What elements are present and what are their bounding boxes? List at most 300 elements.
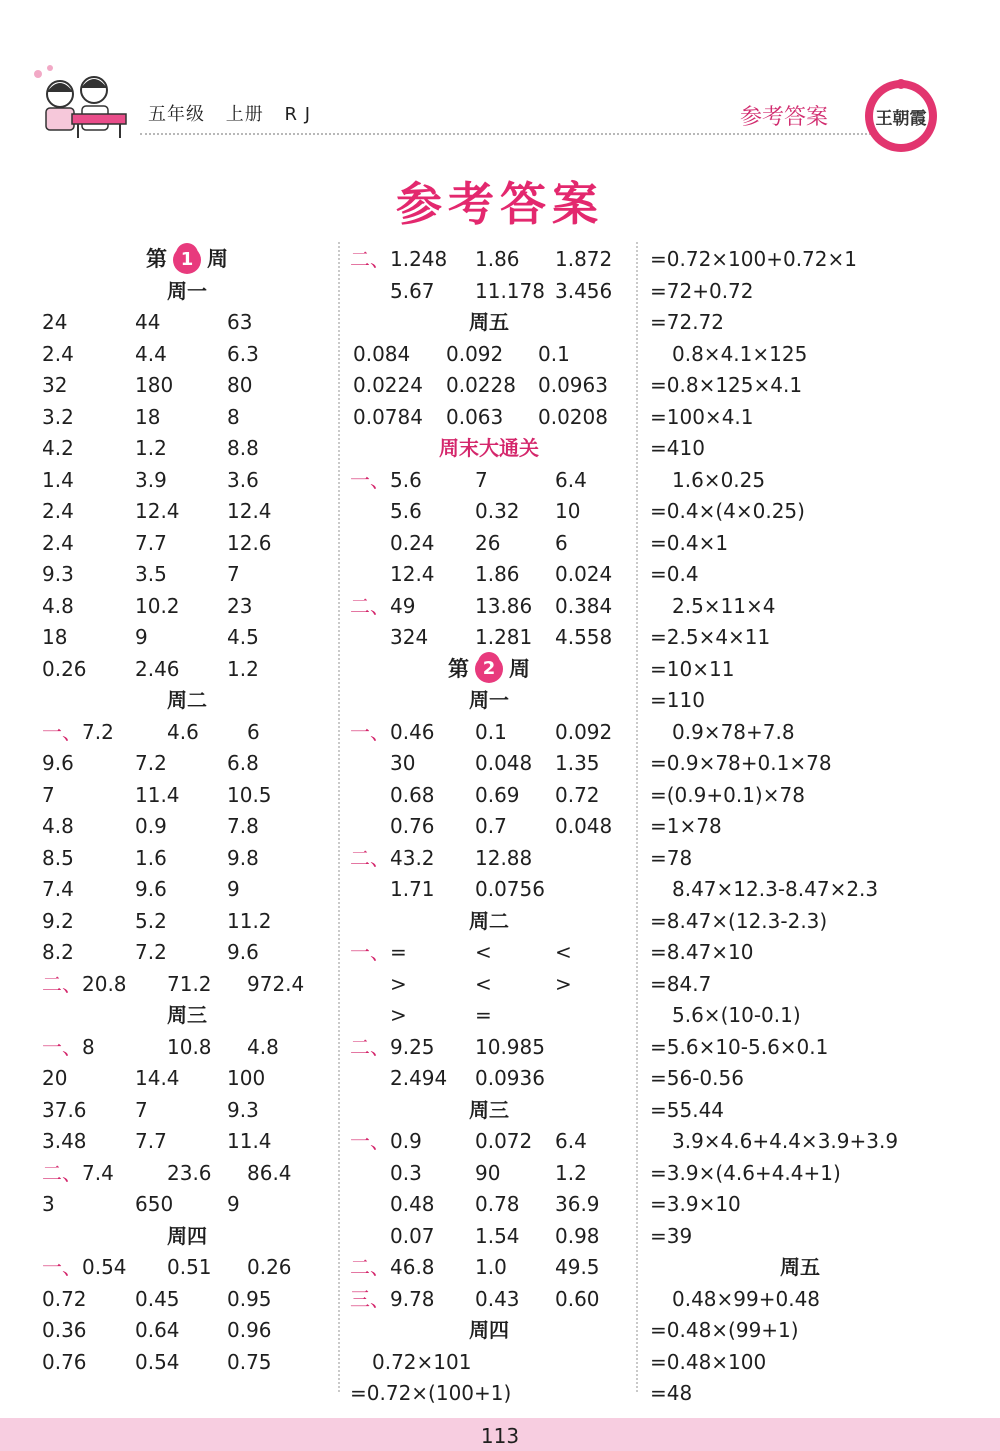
answer-value: 5.6 (390, 467, 422, 492)
answer-value: 24 (42, 310, 68, 334)
answer-value: 0.26 (247, 1255, 292, 1279)
answer-row (350, 1000, 628, 1032)
expression-text: =410 (650, 436, 705, 460)
section-heading: 周五 (780, 1255, 820, 1279)
answer-value: 0.78 (475, 1192, 520, 1216)
week-heading (350, 654, 628, 686)
expression-line (650, 339, 950, 371)
answer-value: 10.8 (167, 1034, 212, 1059)
expression-line (650, 1063, 950, 1095)
answer-value: 9.3 (227, 1097, 259, 1122)
answer-value: 0.54 (135, 1349, 180, 1374)
answer-value: 0.0756 (475, 877, 545, 901)
answer-value: 10.985 (475, 1034, 545, 1059)
answer-value: 12.6 (227, 530, 272, 555)
expression-line (650, 1158, 950, 1190)
answer-value: 0.72 (555, 782, 600, 807)
expression-text: =0.4 (650, 562, 699, 586)
expression-line (650, 937, 950, 969)
answer-value: 0.07 (390, 1223, 435, 1248)
answer-value: 0.64 (135, 1318, 180, 1342)
answer-value: 86.4 (247, 1160, 292, 1185)
expression-text: =8.47×10 (650, 940, 754, 964)
expression-text: =0.72×(100+1) (350, 1381, 512, 1405)
answer-value: 0.26 (42, 656, 87, 681)
answer-value: 1.71 (390, 877, 435, 901)
expression-line (650, 622, 950, 654)
answer-value: 46.8 (390, 1255, 435, 1279)
expression-line (650, 307, 950, 339)
week-prefix: 第 (146, 247, 167, 271)
answer-value: 5.6 (390, 499, 422, 523)
answer-value: 11.178 (475, 278, 545, 303)
section-heading: 周末大通关 (439, 436, 539, 460)
expression-text: =(0.9+0.1)×78 (650, 782, 805, 807)
expression-line (650, 528, 950, 560)
question-marker: 一、 (42, 1255, 82, 1279)
answer-value: 0.1 (475, 719, 507, 744)
expression-text: =39 (650, 1223, 693, 1248)
answer-value: 23.6 (167, 1160, 212, 1185)
answer-value: 9.78 (390, 1286, 435, 1311)
answer-value: 36.9 (555, 1192, 600, 1216)
answer-value: = (475, 1003, 492, 1027)
answer-value: 9 (227, 1192, 240, 1216)
expression-text: =100×4.1 (650, 404, 754, 429)
question-marker: 一、 (350, 719, 390, 744)
header-divider (140, 133, 875, 135)
expression-line (650, 748, 950, 780)
answer-value: 4.4 (135, 341, 167, 366)
expression-text: =8.47×(12.3-2.3) (650, 908, 828, 933)
answer-value: 9.6 (135, 877, 167, 901)
question-marker: 二、 (350, 247, 390, 271)
page-number: 113 (480, 1424, 520, 1448)
answer-row (42, 1158, 332, 1190)
answer-row (350, 969, 628, 1001)
answer-value: 1.35 (555, 751, 600, 775)
answer-row (42, 906, 332, 938)
answer-value: 7 (42, 782, 55, 807)
answer-value: 10.5 (227, 782, 272, 807)
answer-value: 0.95 (227, 1286, 272, 1311)
answer-value: 7.7 (135, 530, 167, 555)
answer-value: 0.084 (353, 341, 411, 366)
answer-value: 9 (227, 877, 240, 901)
answer-value: 0.0784 (353, 404, 423, 429)
answer-value: 6.8 (227, 751, 259, 775)
expression-text: =1×78 (650, 814, 722, 838)
volume-label: 上册 (225, 104, 264, 125)
expression-text: 3.9×4.6+4.4×3.9+3.9 (672, 1129, 899, 1153)
answer-value: 23 (227, 593, 253, 618)
expression-line (650, 780, 950, 812)
answer-value: 7.8 (227, 814, 259, 838)
week-prefix: 第 (448, 656, 469, 681)
expression-text: =78 (650, 845, 693, 870)
answer-value: > (555, 971, 572, 996)
answer-value: > (390, 1003, 407, 1027)
expression-line (650, 591, 950, 623)
answer-value: 6 (555, 530, 568, 555)
answer-value: 12.4 (135, 499, 180, 523)
answer-row (42, 1032, 332, 1064)
answer-value: 100 (227, 1066, 266, 1090)
answer-value: 1.2 (555, 1160, 587, 1185)
section-heading: 周二 (167, 688, 207, 712)
answer-row (350, 591, 628, 623)
expression-text: =5.6×10-5.6×0.1 (650, 1034, 829, 1059)
answer-row (350, 780, 628, 812)
answer-value: 3.6 (227, 467, 259, 492)
answer-value: 180 (135, 373, 174, 397)
answer-value: 0.98 (555, 1223, 600, 1248)
question-marker: 三、 (350, 1286, 390, 1311)
answer-value: 0.72 (42, 1286, 87, 1311)
answer-value: 6.4 (555, 467, 587, 492)
answer-value: 63 (227, 310, 253, 334)
expression-text: 0.8×4.1×125 (672, 341, 808, 366)
expression-line (650, 685, 950, 717)
answer-value: 0.68 (390, 782, 435, 807)
expression-text: =0.48×100 (650, 1349, 767, 1374)
answer-row (350, 370, 628, 402)
expression-text: =10×11 (650, 656, 735, 681)
answer-value: 7.2 (82, 719, 114, 744)
answer-value: 11.2 (227, 908, 272, 933)
expression-line (650, 276, 950, 308)
answer-value: 0.024 (555, 562, 613, 586)
answer-row (42, 1095, 332, 1127)
answer-value: 2.494 (390, 1066, 448, 1090)
answer-row (42, 591, 332, 623)
answer-value: 8 (227, 404, 240, 429)
answer-value: 18 (135, 404, 161, 429)
answer-value: 9.2 (42, 908, 74, 933)
answer-row (42, 780, 332, 812)
answer-value: 43.2 (390, 845, 435, 870)
expression-line (650, 1284, 950, 1316)
question-marker: 二、 (42, 1160, 82, 1185)
answer-value: 49.5 (555, 1255, 600, 1279)
expression-line (650, 843, 950, 875)
answer-value: 37.6 (42, 1097, 87, 1122)
question-marker: 一、 (42, 1034, 82, 1059)
answer-value: 4.8 (42, 814, 74, 838)
answer-value: 0.092 (446, 341, 504, 366)
expression-line (650, 1189, 950, 1221)
answer-value: < (475, 940, 492, 964)
answer-value: 2.46 (135, 656, 180, 681)
answer-row (350, 465, 628, 497)
answer-value: 0.76 (390, 814, 435, 838)
expression-line (650, 1221, 950, 1253)
expression-line (650, 1032, 950, 1064)
expression-text: 5.6×(10-0.1) (672, 1003, 801, 1027)
answer-row (350, 276, 628, 308)
expression-line (650, 1315, 950, 1347)
answer-value: 1.2 (135, 436, 167, 460)
answer-value: 7.7 (135, 1129, 167, 1153)
answer-row (42, 1126, 332, 1158)
answer-value: 650 (135, 1192, 174, 1216)
expression-line (650, 874, 950, 906)
expression-text: =48 (650, 1381, 693, 1405)
page-header (0, 0, 1000, 160)
answer-value: 0.32 (475, 499, 520, 523)
answer-value: 4.8 (247, 1034, 279, 1059)
answer-value: 14.4 (135, 1066, 180, 1090)
week-heading (42, 244, 332, 276)
answer-value: 80 (227, 373, 253, 397)
expression-line (650, 244, 950, 276)
week-suffix: 周 (509, 656, 530, 681)
answer-column-1 (42, 244, 332, 1378)
edition-label: R J (284, 104, 312, 125)
answer-value: 0.45 (135, 1286, 180, 1311)
section-heading: 周一 (167, 278, 207, 303)
answer-value: 9.6 (227, 940, 259, 964)
answer-value: 26 (475, 530, 501, 555)
expression-line (650, 465, 950, 497)
answer-row (42, 843, 332, 875)
answer-value: 7 (227, 562, 240, 586)
answer-row (350, 622, 628, 654)
answer-value: 5.2 (135, 908, 167, 933)
week-suffix: 周 (207, 247, 228, 271)
answer-value: 0.43 (475, 1286, 520, 1311)
answer-value: 1.6 (135, 845, 167, 870)
answer-value: > (390, 971, 407, 996)
question-marker: 二、 (42, 971, 82, 996)
answer-value: 1.86 (475, 562, 520, 586)
answer-row (42, 937, 332, 969)
answer-value: 0.072 (475, 1129, 533, 1153)
section-heading: 周三 (469, 1097, 509, 1122)
answer-value: 4.5 (227, 625, 259, 649)
expression-text: =3.9×(4.6+4.4+1) (650, 1160, 841, 1185)
answer-row (42, 307, 332, 339)
answer-value: 6 (247, 719, 260, 744)
expression-line (650, 717, 950, 749)
answer-value: 10.2 (135, 593, 180, 618)
answer-value: 0.384 (555, 593, 613, 618)
expression-text: 0.72×101 (372, 1349, 472, 1374)
answer-value: 7 (135, 1097, 148, 1122)
answer-row (42, 969, 332, 1001)
answer-value: 32 (42, 373, 68, 397)
answer-value: 7 (475, 467, 488, 492)
answer-value: 0.092 (555, 719, 613, 744)
answer-value: 0.24 (390, 530, 435, 555)
question-marker: 二、 (350, 593, 390, 618)
expression-text: =110 (650, 688, 705, 712)
expression-line (650, 1347, 950, 1379)
answer-value: 0.96 (227, 1318, 272, 1342)
answer-row (350, 402, 628, 434)
answer-row (350, 559, 628, 591)
grade-info (148, 100, 325, 126)
answer-value: 3.2 (42, 404, 74, 429)
answer-row (350, 339, 628, 371)
answer-value: 0.0208 (538, 404, 608, 429)
answer-value: 30 (390, 751, 416, 775)
answer-row (350, 748, 628, 780)
answer-row (42, 811, 332, 843)
expression-text: =0.4×1 (650, 530, 729, 555)
answer-column-3 (650, 244, 950, 1410)
expression-text: 2.5×11×4 (672, 593, 776, 618)
answer-value: 0.51 (167, 1255, 212, 1279)
answer-row (42, 1189, 332, 1221)
answer-row (42, 433, 332, 465)
expression-text: =0.8×125×4.1 (650, 373, 803, 397)
answer-value: 6.3 (227, 341, 259, 366)
answer-value: 2.4 (42, 530, 74, 555)
answer-value: 1.86 (475, 247, 520, 271)
expression-line (650, 559, 950, 591)
header-answer-label: 参考答案 (740, 105, 829, 130)
answer-value: 0.46 (390, 719, 435, 744)
answer-value: 3 (42, 1192, 55, 1216)
answer-row (42, 1347, 332, 1379)
answer-value: 9.6 (42, 751, 74, 775)
answer-row (350, 1032, 628, 1064)
answer-value: 3.9 (135, 467, 167, 492)
expression-text: 1.6×0.25 (672, 467, 766, 492)
expression-line (650, 433, 950, 465)
answer-value: 4.6 (167, 719, 199, 744)
week-number-badge: 1 (173, 246, 201, 274)
answer-value: 2.4 (42, 341, 74, 366)
expression-text: =0.4×(4×0.25) (650, 499, 805, 523)
answer-value: 4.2 (42, 436, 74, 460)
answer-value: 0.0228 (446, 373, 516, 397)
answer-value: 0.76 (42, 1349, 87, 1374)
answer-value: 0.75 (227, 1349, 272, 1374)
page-title: 参考答案 (396, 177, 604, 231)
section-heading: 周四 (167, 1223, 207, 1248)
answer-row (42, 874, 332, 906)
answer-value: 44 (135, 310, 161, 334)
answer-row (350, 937, 628, 969)
answer-row (350, 1063, 628, 1095)
answer-value: 11.4 (135, 782, 180, 807)
question-marker: 一、 (350, 940, 390, 964)
answer-row (42, 370, 332, 402)
answer-value: 0.048 (475, 751, 533, 775)
expression-line (650, 969, 950, 1001)
expression-line (650, 1126, 950, 1158)
answer-value: 0.0963 (538, 373, 608, 397)
answer-value: 49 (390, 593, 416, 618)
answer-row (350, 496, 628, 528)
answer-value: 9.8 (227, 845, 259, 870)
question-marker: 二、 (350, 845, 390, 870)
answer-value: 4.558 (555, 625, 613, 649)
question-marker: 一、 (350, 1129, 390, 1153)
answer-value: 0.54 (82, 1255, 127, 1279)
answer-value: 1.248 (390, 247, 448, 271)
expression-text: =72.72 (650, 310, 725, 334)
answer-value: 12.4 (390, 562, 435, 586)
section-heading: 周二 (469, 908, 509, 933)
answer-row (42, 559, 332, 591)
section-heading: 周四 (469, 1318, 509, 1342)
expression-text: 0.9×78+7.8 (672, 719, 795, 744)
expression-line (650, 811, 950, 843)
answer-value: 9.3 (42, 562, 74, 586)
answer-value: 18 (42, 625, 68, 649)
answer-row (42, 465, 332, 497)
answer-row (350, 1158, 628, 1190)
answer-value: 71.2 (167, 971, 212, 996)
answer-value: 1.2 (227, 656, 259, 681)
answer-value: 4.8 (42, 593, 74, 618)
answer-row (350, 528, 628, 560)
answer-value: 0.1 (538, 341, 570, 366)
answer-value: 8 (82, 1034, 95, 1059)
answer-value: 8.8 (227, 436, 259, 460)
answer-value: 0.0224 (353, 373, 423, 397)
expression-line (650, 496, 950, 528)
expression-line (650, 370, 950, 402)
answer-row (350, 717, 628, 749)
answer-value: 7.4 (82, 1160, 114, 1185)
grade-label: 五年级 (148, 104, 205, 125)
week-number-badge: 2 (475, 655, 503, 683)
answer-row (42, 1284, 332, 1316)
expression-line (650, 906, 950, 938)
answer-row (350, 1221, 628, 1253)
column-divider (338, 242, 340, 1392)
answer-row (350, 811, 628, 843)
question-marker: 二、 (350, 1255, 390, 1279)
section-heading: 周五 (469, 310, 509, 334)
section-heading: 周三 (167, 1003, 207, 1027)
answer-row (350, 843, 628, 875)
answer-value: 3.5 (135, 562, 167, 586)
answer-row (42, 654, 332, 686)
expression-line (650, 402, 950, 434)
answer-value: 5.67 (390, 278, 435, 303)
expression-line (650, 654, 950, 686)
answer-value: 0.3 (390, 1160, 422, 1185)
question-marker: 二、 (350, 1034, 390, 1059)
answer-row (42, 748, 332, 780)
expression-text: =0.48×(99+1) (650, 1318, 799, 1342)
answer-value: 12.88 (475, 845, 533, 870)
answer-row (42, 1252, 332, 1284)
expression-line (350, 1378, 628, 1410)
logo-text: 王朝霞 (875, 109, 927, 129)
answer-value: 9.25 (390, 1034, 435, 1059)
expression-text: =84.7 (650, 971, 712, 996)
question-marker: 一、 (350, 467, 390, 492)
answer-row (350, 1284, 628, 1316)
answer-value: 13.86 (475, 593, 533, 618)
answer-value: 7.2 (135, 751, 167, 775)
answer-row (42, 496, 332, 528)
answer-value: 90 (475, 1160, 501, 1185)
expression-text: =0.9×78+0.1×78 (650, 751, 832, 775)
answer-row (42, 622, 332, 654)
answer-value: 11.4 (227, 1129, 272, 1153)
answer-row (42, 1063, 332, 1095)
answer-row (350, 1252, 628, 1284)
answer-value: 972.4 (247, 971, 305, 996)
answer-value: 0.7 (475, 814, 507, 838)
